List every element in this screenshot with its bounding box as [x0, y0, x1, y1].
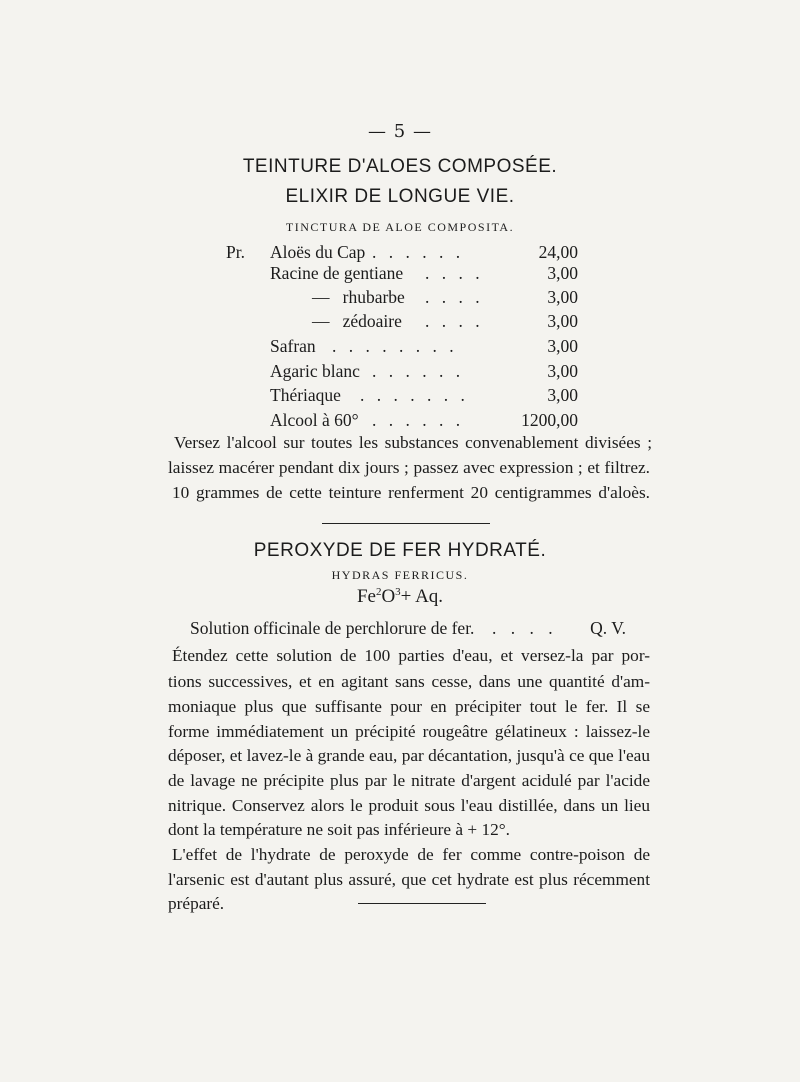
- ingredient-quantity: 3,00: [547, 287, 578, 307]
- chemical-formula: [0, 586, 800, 608]
- ingredient-row: [0, 336, 800, 362]
- ingredient-name: Racine de gentiane: [270, 263, 404, 283]
- section-title-teinture: TEINTURE D'ALOES COMPOSÉE.: [242, 156, 558, 177]
- paragraph-line: de lavage ne précipite plus par le nitrate d'argent acidulé par l'acide: [168, 771, 650, 790]
- closing-rule: [358, 903, 486, 904]
- formula-rest: + Aq.: [400, 586, 444, 607]
- paragraph-line: 10 grammes de cette teinture renferment 20 centigrammes d'aloès.: [172, 483, 650, 502]
- ingredient-quantity: 3,00: [547, 361, 578, 381]
- latin-name-tinctura: TINCTURA DE ALOE COMPOSITA.: [285, 220, 515, 234]
- ingredient-name: Aloës du Cap: [270, 242, 366, 262]
- formula-fe-index: 2: [375, 586, 382, 598]
- ingredient-quantity: 3,00: [547, 385, 578, 405]
- formula-fe: Fe: [356, 586, 376, 607]
- ingredient-name: Safran: [270, 336, 316, 356]
- ingredient-name: Agaric blanc: [270, 361, 360, 381]
- ingredient-quantity: 3,00: [547, 311, 578, 331]
- leader-dots: . . . . . . . .: [332, 336, 458, 356]
- solution-quantity: Q. V.: [590, 618, 626, 638]
- ingredient-name: Thériaque: [270, 385, 341, 405]
- formula-o-index: 3: [395, 586, 401, 598]
- paragraph-line: L'effet de l'hydrate de peroxyde de fer comme contre-poison de: [172, 845, 650, 864]
- ingredient-name: Alcool à 60°: [270, 410, 359, 430]
- paragraph-line: dont la température ne soit pas inférieure à + 12°.: [168, 820, 510, 839]
- leader-dots: . . . .: [425, 263, 484, 283]
- leader-dots: . . . . . . .: [360, 385, 469, 405]
- leader-dots: . . . . . .: [372, 410, 465, 430]
- solution-label: Solution officinale de perchlorure de fer.: [190, 618, 475, 638]
- ingredient-row: [0, 263, 800, 289]
- paragraph-line: l'arsenic est d'autant plus assuré, que cet hydrate est plus récemment: [168, 870, 650, 889]
- ingredient-quantity: 24,00: [538, 242, 578, 262]
- ingredient-row: [0, 385, 800, 411]
- ingredient-row: [0, 361, 800, 387]
- ingredient-name: — rhubarbe: [312, 287, 405, 307]
- paragraph-line: déposer, et lavez-le à grande eau, par décantation, jusqu'à ce que l'eau: [168, 746, 650, 765]
- paragraph-line: Versez l'alcool sur toutes les substances convenablement divisées ;: [174, 433, 652, 452]
- leader-dots: . . . . . .: [372, 361, 465, 381]
- paragraph-line: nitrique. Conservez alors le produit sous l'eau distillée, dans un lieu: [168, 796, 650, 815]
- paragraph-line: moniaque plus que suffisante pour en précipiter tout le fer. Il se: [168, 697, 650, 716]
- paragraph-line: laissez macérer pendant dix jours ; passez avec expression ; et filtrez.: [168, 458, 650, 477]
- formula-o: O: [381, 586, 396, 607]
- paragraph-line: forme immédiatement un précipité rougeâtre gélatineux : laissez-le: [168, 722, 650, 741]
- leader-dots: . . . .: [425, 287, 484, 307]
- ingredient-quantity: 3,00: [547, 336, 578, 356]
- paragraph-line: Étendez cette solution de 100 parties d'eau, et versez-la par por-: [172, 646, 650, 665]
- leader-dots: . . . . . .: [372, 242, 465, 262]
- recipe-prefix: Pr.: [226, 242, 245, 262]
- ingredient-row: [0, 311, 800, 337]
- ingredient-name: — zédoaire: [312, 311, 402, 331]
- leader-dots: . . . .: [492, 618, 558, 638]
- latin-name-hydras: HYDRAS FERRICUS.: [331, 568, 469, 582]
- ingredient-row: [0, 287, 800, 313]
- section-subtitle-elixir: ELIXIR DE LONGUE VIE.: [285, 186, 515, 207]
- leader-dots: . . . .: [425, 311, 484, 331]
- paragraph-line: tions successives, et en agitant sans cesse, dans une quantité d'am-: [168, 672, 650, 691]
- section-divider: [322, 523, 490, 524]
- paragraph-line: préparé.: [168, 894, 225, 913]
- ingredient-quantity: 3,00: [547, 263, 578, 283]
- page-number: — 5 —: [368, 121, 432, 142]
- ingredient-quantity: 1200,00: [521, 410, 578, 430]
- section-title-peroxyde: PEROXYDE DE FER HYDRATÉ.: [253, 540, 547, 561]
